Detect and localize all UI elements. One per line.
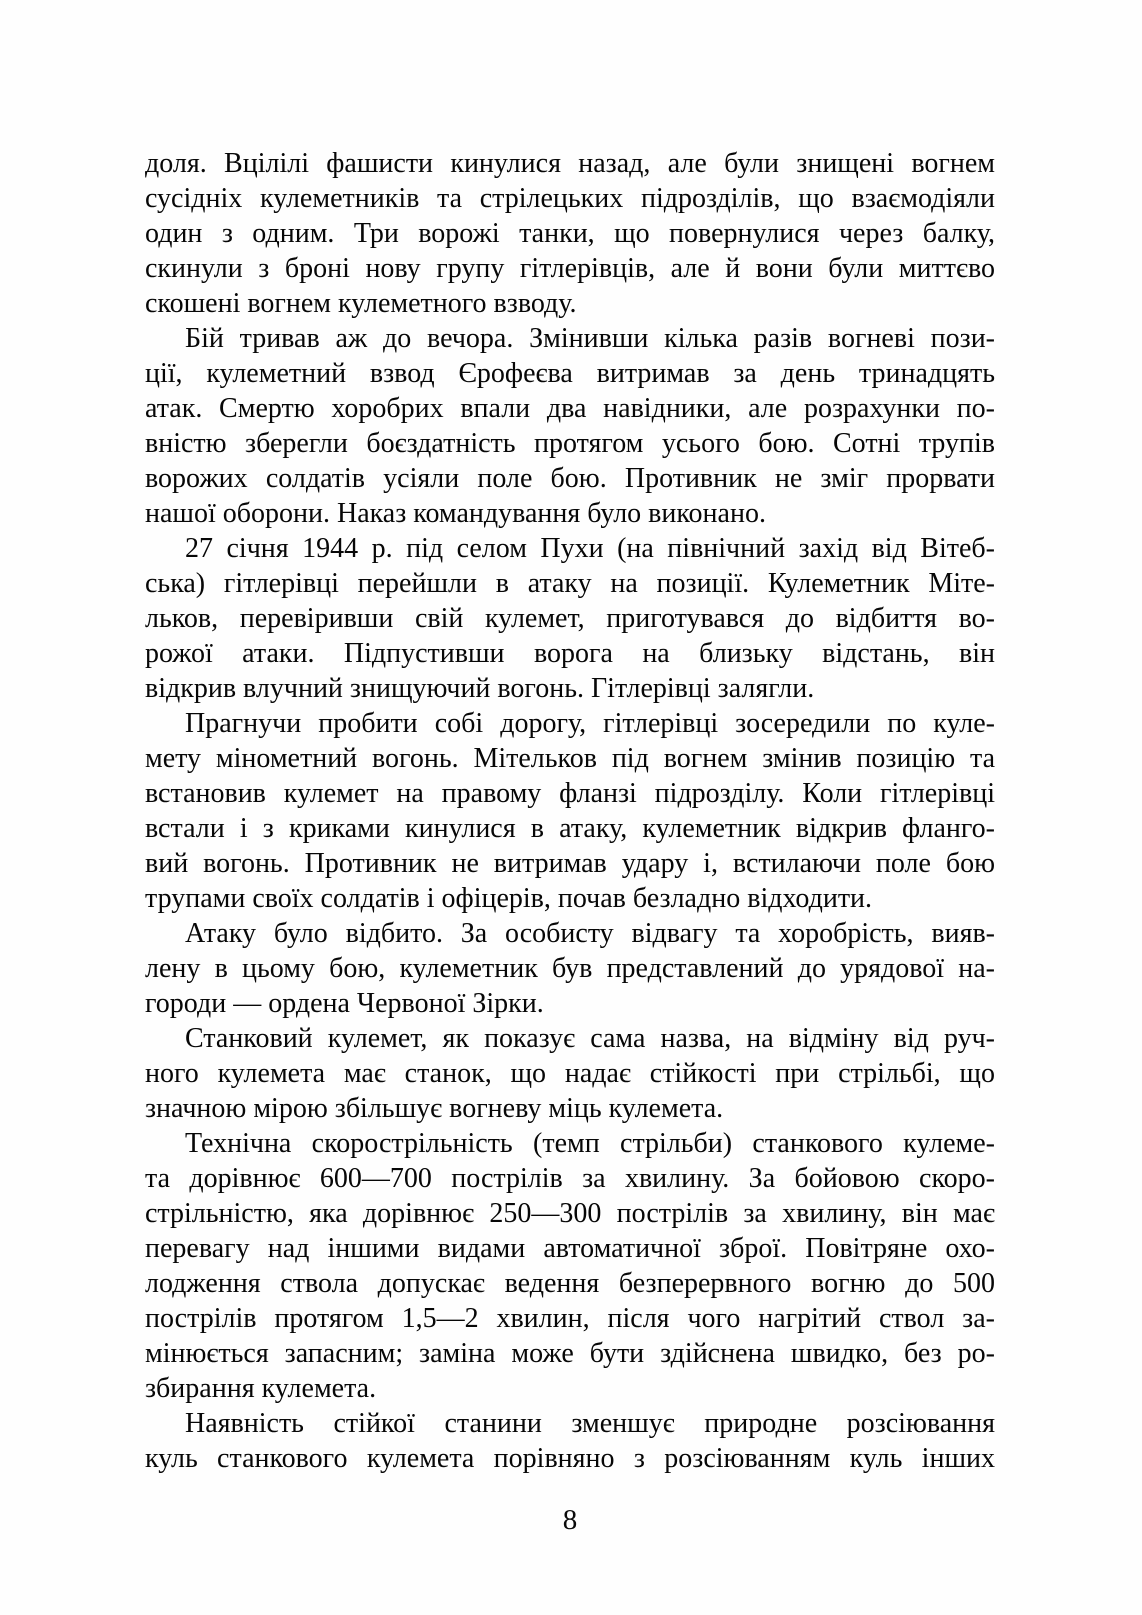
paragraph [145, 706, 995, 916]
text-line: ська) гітлерівці перейшли в атаку на позиції. Кулеметник Міте- [145, 568, 995, 599]
text-line: ворожих солдатів усіяли поле бою. Противник не зміг прорвати [145, 463, 995, 494]
text-line: мету мінометний вогонь. Мітельков під вогнем змінив позицію та [145, 743, 995, 774]
text-line: стрільністю, яка дорівнює 250—300 пострілів за хвилину, він має [145, 1198, 995, 1229]
paragraph [145, 1126, 995, 1406]
text-line: збирання кулемета. [145, 1373, 377, 1404]
text-line: ного кулемета має станок, що надає стійкості при стрільбі, що [145, 1058, 995, 1089]
text-line: мінюється запасним; заміна може бути здійснена швидко, без ро- [145, 1338, 995, 1369]
text-line: значною мірою збільшує вогневу міць кулемета. [145, 1093, 724, 1124]
text-line: Наявність стійкої станини зменшує природне розсіювання [185, 1408, 995, 1439]
text-line: пострілів протягом 1,5—2 хвилин, після чого нагрітий ствол за- [145, 1303, 995, 1334]
text-line: та дорівнює 600—700 пострілів за хвилину. За бойовою скоро- [145, 1163, 995, 1194]
paragraph [145, 531, 995, 706]
text-line: сусідніх кулеметників та стрілецьких підрозділів, що взаємодіяли [145, 183, 995, 214]
text-line: Технічна скорострільність (темп стрільби) станкового кулеме- [185, 1128, 995, 1159]
text-line: скошені вогнем кулеметного взводу. [145, 288, 577, 319]
text-line: 27 січня 1944 р. під селом Пухи (на північний захід від Вітеб- [185, 533, 995, 564]
paragraph [145, 321, 995, 531]
text-line: вий вогонь. Противник не витримав удару і, встилаючи поле бою [145, 848, 995, 879]
paragraph [145, 146, 995, 321]
paragraph [145, 916, 995, 1021]
text-line: лену в цьому бою, кулеметник був представлений до урядової на- [145, 953, 995, 984]
text-line: куль станкового кулемета порівняно з розсіюванням куль інших [145, 1443, 995, 1474]
text-line: городи — ордена Червоної Зірки. [145, 988, 544, 1019]
text-line: скинули з броні нову групу гітлерівців, але й вони були миттєво [145, 253, 995, 284]
text-line: Бій тривав аж до вечора. Змінивши кілька разів вогневі пози- [185, 323, 995, 354]
text-line: нашої оборони. Наказ командування було виконано. [145, 498, 766, 529]
text-line: встали і з криками кинулися в атаку, кулеметник відкрив фланго- [145, 813, 995, 844]
paragraph [145, 1021, 995, 1126]
text-line: атак. Смертю хоробрих впали два навідники, але розрахунки по- [145, 393, 995, 424]
page-text [145, 146, 995, 1476]
page-number: 8 [562, 1504, 578, 1536]
paragraph [145, 1406, 995, 1476]
text-line: доля. Вцілілі фашисти кинулися назад, але були знищені вогнем [145, 148, 995, 179]
text-line: рожої атаки. Підпустивши ворога на близьку відстань, він [145, 638, 995, 669]
text-line: один з одним. Три ворожі танки, що повернулися через балку, [145, 218, 995, 249]
text-line: трупами своїх солдатів і офіцерів, почав безладно відходити. [145, 883, 873, 914]
text-line: перевагу над іншими видами автоматичної зброї. Повітряне охо- [145, 1233, 995, 1264]
text-line: Атаку було відбито. За особисту відвагу та хоробрість, вияв- [185, 918, 995, 949]
text-line: Станковий кулемет, як показує сама назва, на відміну від руч- [185, 1023, 995, 1054]
text-line: встановив кулемет на правому фланзі підрозділу. Коли гітлерівці [145, 778, 995, 809]
text-line: льков, перевіривши свій кулемет, приготувався до відбиття во- [145, 603, 995, 634]
text-line: ції, кулеметний взвод Єрофеєва витримав за день тринадцять [145, 358, 995, 389]
text-line: Прагнучи пробити собі дорогу, гітлерівці зосередили по куле- [185, 708, 995, 739]
text-line: лодження ствола допускає ведення безперервного вогню до 500 [145, 1268, 995, 1299]
text-line: вністю зберегли боєздатність протягом усього бою. Сотні трупів [145, 428, 995, 459]
text-line: відкрив влучний знищуючий вогонь. Гітлерівці залягли. [145, 673, 815, 704]
